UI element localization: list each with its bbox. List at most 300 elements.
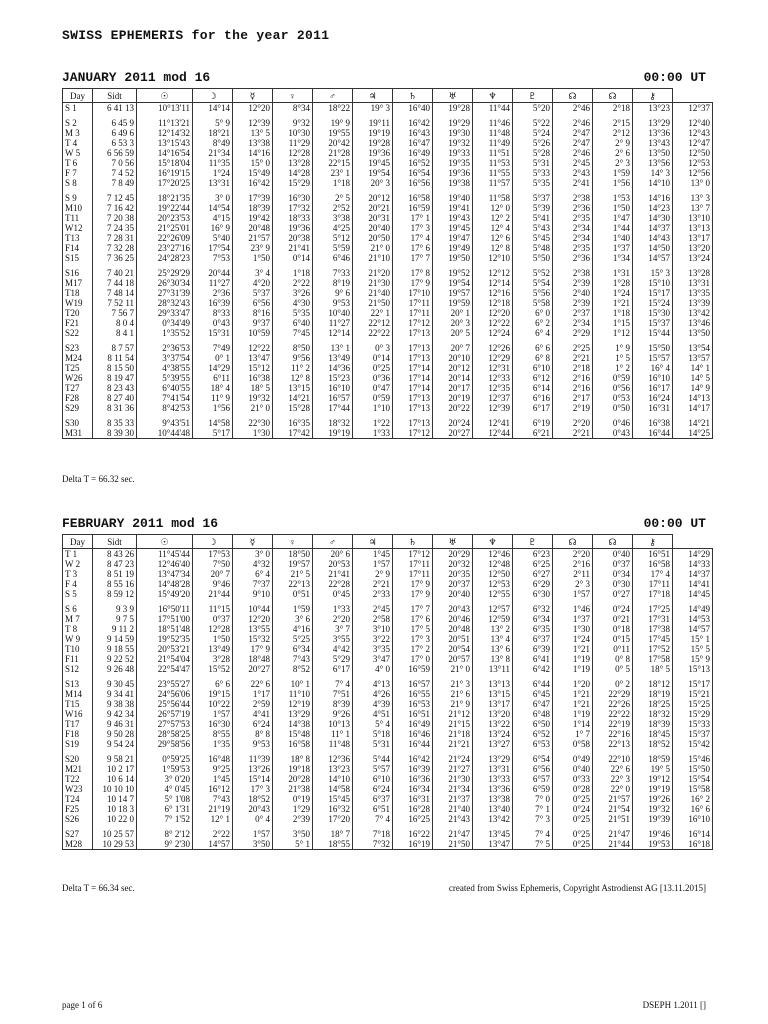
position-cell: 0°15 [593, 634, 633, 644]
position-cell: 13°54 [673, 343, 713, 353]
day-cell: T 6 [63, 158, 93, 168]
table-row [63, 268, 713, 278]
position-cell: 16°38 [633, 418, 673, 428]
position-cell: 6° 4 [513, 328, 553, 338]
position-cell: 22°22 [593, 709, 633, 719]
position-cell: 12°46'40 [137, 559, 193, 569]
position-cell: 1°50 [193, 634, 233, 644]
position-cell: 1°20 [553, 679, 593, 689]
sidereal-time-cell: 10 2 17 [93, 764, 137, 774]
position-cell: 13°29 [473, 754, 513, 764]
position-cell: 13°42 [673, 308, 713, 318]
table-row [63, 614, 713, 624]
position-cell: 20° 3 [433, 318, 473, 328]
position-cell: 12°36 [313, 754, 353, 764]
position-cell: 0°40 [593, 549, 633, 560]
position-cell: 20°24 [433, 418, 473, 428]
position-cell: 12°56 [673, 168, 713, 178]
position-cell: 12°53 [673, 158, 713, 168]
sidereal-time-cell: 7 32 28 [93, 243, 137, 253]
day-cell: T25 [63, 363, 93, 373]
position-cell: 1°30 [233, 428, 273, 439]
day-cell: S20 [63, 754, 93, 764]
position-cell: 0°47 [353, 383, 393, 393]
position-cell: 21°40 [433, 804, 473, 814]
position-cell: 5°48 [513, 243, 553, 253]
position-cell: 4° 0'45 [137, 784, 193, 794]
position-cell: 8°33 [193, 308, 233, 318]
position-cell: 22°29 [593, 689, 633, 699]
table-row [63, 373, 713, 383]
position-cell: 28°58'25 [137, 729, 193, 739]
position-cell: 1°24 [553, 634, 593, 644]
position-cell: 17°11 [393, 298, 433, 308]
position-cell: 8°50 [273, 343, 313, 353]
position-cell: 2°45 [353, 604, 393, 614]
position-cell: 20°37 [433, 579, 473, 589]
position-cell: 1°22 [353, 418, 393, 428]
position-cell: 1°21 [593, 298, 633, 308]
position-cell: 16°40 [393, 103, 433, 114]
position-cell: 1°14 [553, 719, 593, 729]
position-cell: 14°58 [313, 784, 353, 794]
position-cell: 13°13 [673, 223, 713, 233]
position-cell: 15° 9 [673, 654, 713, 664]
position-cell: 2°35 [553, 213, 593, 223]
position-cell: 23°27'16 [137, 243, 193, 253]
day-cell: W23 [63, 784, 93, 794]
table-row [63, 243, 713, 253]
position-cell: 2°47 [553, 128, 593, 138]
position-cell: 17°53 [193, 549, 233, 560]
position-cell: 16°19'15 [137, 168, 193, 178]
copyright-credit: created from Swiss Ephemeris, Copyright Astrodienst AG [13.11.2015] [448, 883, 706, 893]
position-cell: 12°28 [193, 624, 233, 634]
position-cell: 20° 1 [433, 308, 473, 318]
planet-glyph-icon: ⚷ [633, 535, 673, 549]
position-cell: 13°40 [473, 804, 513, 814]
position-cell: 17°14 [393, 363, 433, 373]
day-cell: S16 [63, 268, 93, 278]
position-cell: 11°29 [273, 138, 313, 148]
position-cell: 2°39 [553, 278, 593, 288]
position-cell: 7° 4 [313, 679, 353, 689]
sidereal-time-cell: 9 34 41 [93, 689, 137, 699]
position-cell: 20°12 [353, 193, 393, 203]
position-cell: 17°12 [393, 428, 433, 439]
position-cell: 12°10 [473, 253, 513, 263]
position-cell: 2°20 [553, 418, 593, 428]
position-cell: 16° 6 [673, 804, 713, 814]
position-cell: 15°50 [633, 343, 673, 353]
table-row [63, 178, 713, 188]
position-cell: 6°37 [353, 794, 393, 804]
position-cell: 15° 1 [673, 634, 713, 644]
position-cell: 21°40 [353, 288, 393, 298]
day-cell: M 7 [63, 614, 93, 624]
position-cell: 13°50 [633, 148, 673, 158]
position-cell: 16°10 [673, 814, 713, 824]
position-cell: 2° 3 [553, 579, 593, 589]
day-cell: W16 [63, 709, 93, 719]
position-cell: 14°21 [673, 418, 713, 428]
position-cell: 17° 9 [393, 579, 433, 589]
position-cell: 19°39 [633, 814, 673, 824]
position-cell: 9°46 [193, 579, 233, 589]
position-cell: 0°25 [353, 363, 393, 373]
position-cell: 22°22 [353, 328, 393, 338]
position-cell: 10°59 [233, 328, 273, 338]
position-cell: 2°37 [553, 308, 593, 318]
position-cell: 19°57 [433, 288, 473, 298]
position-cell: 5°57 [353, 764, 393, 774]
sidereal-time-cell: 7 12 45 [93, 193, 137, 203]
sidereal-time-cell: 9 26 48 [93, 664, 137, 674]
sidereal-time-cell: 6 49 6 [93, 128, 137, 138]
table-row [63, 689, 713, 699]
table-row [63, 699, 713, 709]
position-cell: 5°40 [193, 233, 233, 243]
position-cell: 19°28 [353, 138, 393, 148]
position-cell: 17°51'00 [137, 614, 193, 624]
position-cell: 6°14 [513, 383, 553, 393]
position-cell: 13°20 [673, 243, 713, 253]
sidereal-time-cell: 6 56 59 [93, 148, 137, 158]
position-cell: 20°22 [433, 403, 473, 413]
position-cell: 16°18 [673, 839, 713, 850]
position-cell: 21°30 [353, 278, 393, 288]
position-cell: 14°50 [633, 243, 673, 253]
day-cell: S 2 [63, 118, 93, 128]
table-row [63, 549, 713, 560]
sidereal-time-cell: 9 58 21 [93, 754, 137, 764]
position-cell: 2°40 [553, 288, 593, 298]
table-row [63, 328, 713, 338]
position-cell: 12°37 [473, 393, 513, 403]
sidereal-time-cell: 10 10 10 [93, 784, 137, 794]
table-row [63, 559, 713, 569]
position-cell: 18°50 [273, 549, 313, 560]
position-cell: 17°11 [393, 569, 433, 579]
day-cell: W19 [63, 298, 93, 308]
planet-glyph-icon: ☿ [233, 89, 273, 103]
position-cell: 16°58 [633, 559, 673, 569]
position-cell: 18°19 [633, 689, 673, 699]
table-row [63, 814, 713, 824]
position-cell: 17°13 [393, 328, 433, 338]
table-row [63, 168, 713, 178]
position-cell: 19°53 [633, 839, 673, 850]
sidereal-time-cell: 9 46 31 [93, 719, 137, 729]
sidereal-time-cell: 10 6 14 [93, 774, 137, 784]
planet-glyph-icon: ☊ [593, 535, 633, 549]
sidereal-time-cell: 9 22 52 [93, 654, 137, 664]
position-cell: 13°28 [273, 158, 313, 168]
planet-glyph-icon: ♃ [353, 89, 393, 103]
position-cell: 13°15'43 [137, 138, 193, 148]
position-cell: 16°30 [193, 719, 233, 729]
position-cell: 21°15 [433, 719, 473, 729]
february-ephemeris-table [62, 534, 713, 850]
position-cell: 16°17 [633, 383, 673, 393]
position-cell: 19°32 [233, 393, 273, 403]
position-cell: 21°47 [593, 829, 633, 839]
position-cell: 17°14 [393, 373, 433, 383]
position-cell: 6°30 [513, 589, 553, 599]
position-cell: 14°45 [673, 589, 713, 599]
position-cell: 2°16 [553, 383, 593, 393]
day-cell: S 9 [63, 193, 93, 203]
position-cell: 8°55 [193, 729, 233, 739]
position-cell: 0°59 [593, 373, 633, 383]
position-cell: 14°29 [193, 363, 233, 373]
day-cell: M14 [63, 689, 93, 699]
position-cell: 1°37 [553, 614, 593, 624]
sidereal-time-cell: 7 20 38 [93, 213, 137, 223]
position-cell: 13°22 [473, 719, 513, 729]
position-cell: 22° 6 [233, 679, 273, 689]
position-cell: 19°40 [433, 193, 473, 203]
table-row [63, 569, 713, 579]
position-cell: 6°17 [313, 664, 353, 674]
position-cell: 6° 2 [513, 318, 553, 328]
day-cell: T22 [63, 774, 93, 784]
position-cell: 13°11 [473, 664, 513, 674]
position-cell: 20°31 [353, 213, 393, 223]
position-cell: 14°21 [273, 393, 313, 403]
position-cell: 19°54 [433, 278, 473, 288]
position-cell: 12°33 [473, 373, 513, 383]
sidereal-time-cell: 6 41 13 [93, 103, 137, 114]
position-cell: 21° 6 [433, 689, 473, 699]
position-cell: 2°45 [553, 158, 593, 168]
position-cell: 4°51 [353, 709, 393, 719]
position-cell: 2°46 [553, 118, 593, 128]
table-row [63, 193, 713, 203]
position-cell: 12°14'32 [137, 128, 193, 138]
position-cell: 6°59 [513, 784, 553, 794]
position-cell: 12°43 [673, 128, 713, 138]
position-cell: 22°13 [593, 739, 633, 749]
position-cell: 16° 2 [673, 794, 713, 804]
position-cell: 12°12 [473, 268, 513, 278]
position-cell: 21°51 [593, 814, 633, 824]
position-cell: 0° 4 [233, 814, 273, 824]
position-cell: 6°32 [513, 604, 553, 614]
position-cell: 11°53 [473, 158, 513, 168]
position-cell: 8° 2'12 [137, 829, 193, 839]
table-row [63, 739, 713, 749]
table-row [63, 278, 713, 288]
table-row [63, 383, 713, 393]
position-cell: 14° 1 [673, 363, 713, 373]
position-cell: 6°56 [513, 764, 553, 774]
position-cell: 17° 6 [393, 243, 433, 253]
position-cell: 5°39'55 [137, 373, 193, 383]
position-cell: 0°40 [553, 764, 593, 774]
position-cell: 1°57 [233, 829, 273, 839]
position-cell: 12°31 [473, 363, 513, 373]
position-cell: 22°28 [313, 579, 353, 589]
position-cell: 17° 3 [393, 223, 433, 233]
planet-glyph-icon: ♅ [433, 535, 473, 549]
position-cell: 5°37 [233, 288, 273, 298]
planet-glyph-icon: ☽ [193, 89, 233, 103]
day-cell: T11 [63, 213, 93, 223]
position-cell: 0°34 [593, 569, 633, 579]
position-cell: 6°47 [513, 699, 553, 709]
position-cell: 2° 9 [353, 569, 393, 579]
position-cell: 2°21 [553, 428, 593, 439]
position-cell: 16°57 [393, 679, 433, 689]
position-cell: 5°28 [513, 148, 553, 158]
position-cell: 14°53 [673, 614, 713, 624]
position-cell: 5°33 [513, 168, 553, 178]
position-cell: 14°10 [633, 178, 673, 188]
position-cell: 19°19 [313, 428, 353, 439]
day-cell: S19 [63, 739, 93, 749]
position-cell: 15°23 [313, 373, 353, 383]
position-cell: 6°37 [513, 634, 553, 644]
position-cell: 16°52 [393, 158, 433, 168]
position-cell: 12°59 [473, 614, 513, 624]
position-cell: 1°21 [553, 689, 593, 699]
position-cell: 16°31 [393, 794, 433, 804]
table-row [63, 418, 713, 428]
position-cell: 17° 4 [393, 233, 433, 243]
position-cell: 18°21'35 [137, 193, 193, 203]
position-cell: 2°16 [553, 373, 593, 383]
sidereal-time-cell: 9 18 55 [93, 644, 137, 654]
position-cell: 19° 9 [313, 118, 353, 128]
position-cell: 3°50 [273, 829, 313, 839]
sidereal-time-cell: 10 22 0 [93, 814, 137, 824]
sidereal-time-cell: 9 50 28 [93, 729, 137, 739]
position-cell: 16°59 [393, 203, 433, 213]
position-cell: 2°41 [553, 178, 593, 188]
position-cell: 10°44 [233, 604, 273, 614]
position-cell: 13°23 [313, 764, 353, 774]
day-cell: F11 [63, 654, 93, 664]
position-cell: 16°10 [633, 373, 673, 383]
position-cell: 10°40 [313, 308, 353, 318]
position-cell: 6°17 [513, 403, 553, 413]
day-cell: M21 [63, 764, 93, 774]
position-cell: 19°52'35 [137, 634, 193, 644]
position-cell: 12° 8 [473, 243, 513, 253]
position-cell: 2°58 [353, 614, 393, 624]
position-cell: 12°20 [233, 103, 273, 114]
position-cell: 1°45 [193, 774, 233, 784]
position-cell: 1°35 [193, 739, 233, 749]
sidereal-time-cell: 9 11 2 [93, 624, 137, 634]
table-row [63, 829, 713, 839]
position-cell: 16°51 [633, 549, 673, 560]
position-cell: 5°22 [513, 118, 553, 128]
position-cell: 5°31 [513, 158, 553, 168]
position-cell: 2°43 [553, 168, 593, 178]
position-cell: 6°34 [273, 644, 313, 654]
position-cell: 7°43 [273, 654, 313, 664]
position-cell: 2°21 [553, 353, 593, 363]
table-row [63, 664, 713, 674]
position-cell: 5° 1 [273, 839, 313, 850]
day-cell: T 3 [63, 569, 93, 579]
position-cell: 16°39 [193, 298, 233, 308]
position-cell: 17° 3 [393, 634, 433, 644]
position-cell: 3°38 [313, 213, 353, 223]
position-cell: 21°21 [433, 739, 473, 749]
position-cell: 16°57 [313, 393, 353, 403]
position-cell: 15°21 [673, 689, 713, 699]
position-cell: 3°55 [313, 634, 353, 644]
table-row [63, 589, 713, 599]
position-cell: 13°38 [233, 138, 273, 148]
position-cell: 16°51 [393, 709, 433, 719]
position-cell: 19°52 [433, 268, 473, 278]
table-row [63, 428, 713, 439]
position-cell: 12° 2 [473, 213, 513, 223]
position-cell: 17°58 [633, 654, 673, 664]
position-cell: 0° 8 [593, 654, 633, 664]
position-cell: 21°50 [353, 298, 393, 308]
position-cell: 4°42 [313, 644, 353, 654]
column-header-day: Day [63, 535, 93, 549]
position-cell: 7°43 [193, 794, 233, 804]
position-cell: 17°11 [393, 559, 433, 569]
position-cell: 22°15 [313, 158, 353, 168]
position-cell: 21°12 [433, 709, 473, 719]
position-cell: 24°28'23 [137, 253, 193, 263]
position-cell: 21° 0 [433, 664, 473, 674]
position-cell: 8°49 [193, 138, 233, 148]
table-row [63, 794, 713, 804]
position-cell: 20°51 [433, 634, 473, 644]
position-cell: 2°15 [593, 118, 633, 128]
position-cell: 13°10 [673, 213, 713, 223]
sidereal-time-cell: 10 18 3 [93, 804, 137, 814]
day-cell: S13 [63, 679, 93, 689]
position-cell: 3° 0 [193, 193, 233, 203]
position-cell: 20°12 [433, 363, 473, 373]
position-cell: 1°18 [273, 268, 313, 278]
table-row [63, 308, 713, 318]
position-cell: 18° 8 [273, 754, 313, 764]
position-cell: 16°50'11 [137, 604, 193, 614]
sidereal-time-cell: 8 15 50 [93, 363, 137, 373]
position-cell: 6°39 [513, 644, 553, 654]
position-cell: 15°17 [633, 288, 673, 298]
position-cell: 15° 5 [673, 644, 713, 654]
position-cell: 1°57 [193, 709, 233, 719]
position-cell: 19°43 [433, 213, 473, 223]
position-cell: 19°59 [433, 298, 473, 308]
position-cell: 1°50 [593, 203, 633, 213]
position-cell: 12°22 [473, 318, 513, 328]
position-cell: 20° 6 [313, 549, 353, 560]
february-header [62, 516, 706, 534]
position-cell: 17° 5 [393, 624, 433, 634]
column-header-sidt: Sidt [93, 89, 137, 103]
position-cell: 15°48 [273, 729, 313, 739]
table-row [63, 784, 713, 794]
position-cell: 0°27 [593, 589, 633, 599]
sidereal-time-cell: 8 11 54 [93, 353, 137, 363]
position-cell: 12°41 [473, 418, 513, 428]
position-cell: 17°10 [393, 288, 433, 298]
position-cell: 14° 3 [633, 168, 673, 178]
position-cell: 2°52 [313, 203, 353, 213]
